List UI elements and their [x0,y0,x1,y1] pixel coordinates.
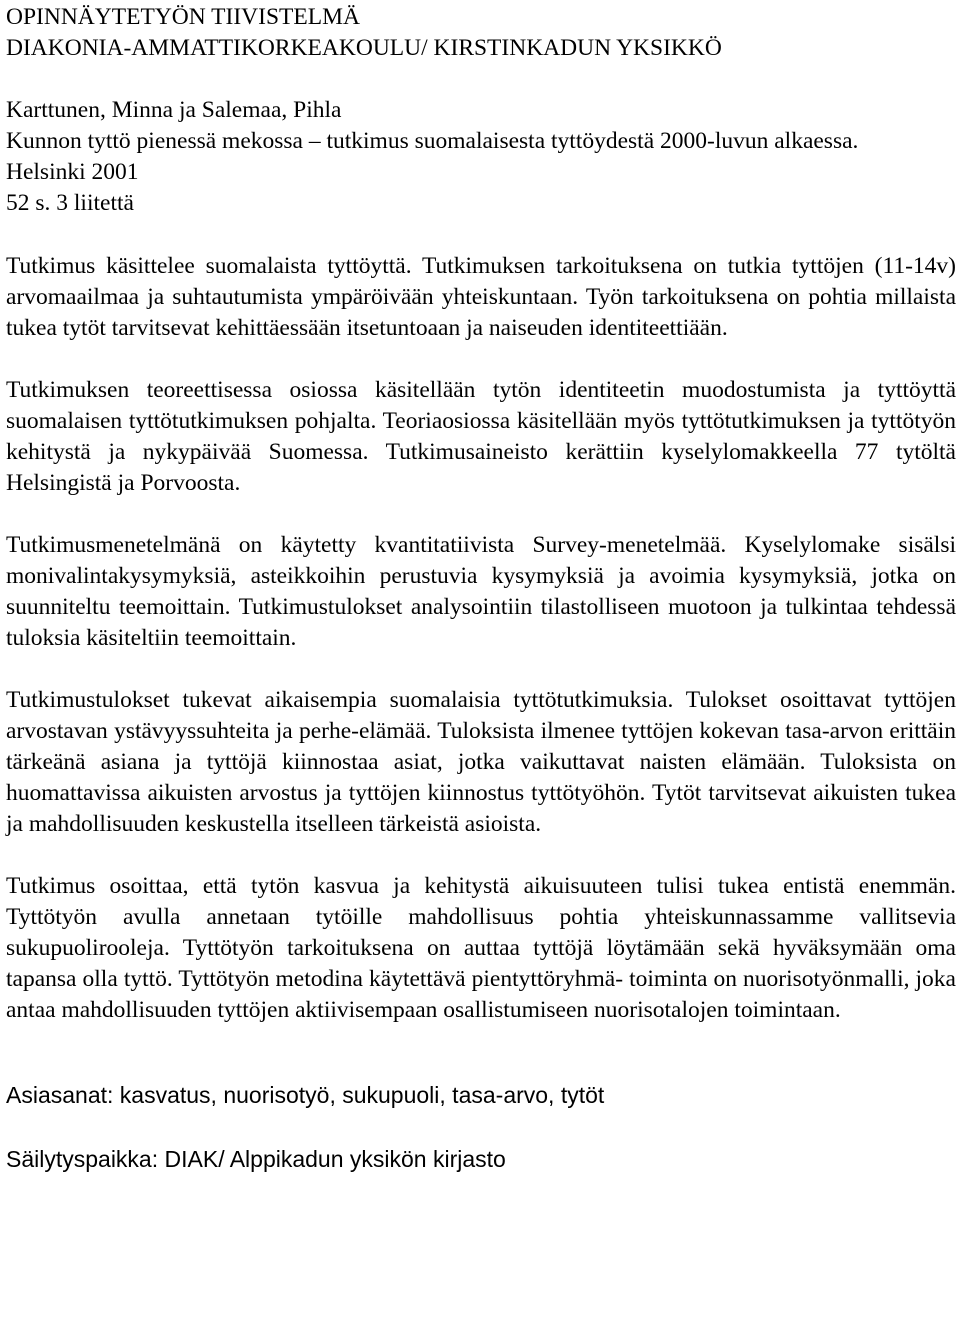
keywords: Asiasanat: kasvatus, nuorisotyö, sukupuoli, tasa-arvo, tytöt [6,1082,605,1108]
thesis-title: Kunnon tyttö pienessä mekossa – tutkimus suomalaisesta tyttöydestä 2000-luvun alkaessa. [6,128,859,154]
abstract-page [6,2,956,1175]
abstract-paragraph: Tutkimus osoittaa, että tytön kasvua ja kehitystä aikuisuuteen tulisi tukea entistä enemmän. Tyttötyön avulla annetaan tytöille mahdollisuus pohtia yhteiskunnassamme vallitsevia sukupuolirooleja. Tyttötyön tarkoituksena on auttaa tyttöjä löytämään sekä hyväksymään oma tapansa olla tyttö. Tyttötyön metodina käytettävä pientyttöryhmä- toiminta on nuorisotyönmalli, joka antaa mahdollisuuden tyttöjen aktiivisempaan osallistumiseen nuorisotalojen toimintaan. [6,873,956,1023]
document-title: OPINNÄYTETYÖN TIIVISTELMÄ [6,4,360,30]
abstract-paragraph: Tutkimus käsittelee suomalaista tyttöyttä. Tutkimuksen tarkoituksena on tutkia tyttöjen (11-14v) arvomaailmaa ja suhtautumista ympäröivään yhteiskuntaan. Työn tarkoituksena on pohtia millaista tukea tytöt tarvitsevat kehittäessään itsetuntoaan ja naiseuden identiteettiään. [6,253,956,341]
authors: Karttunen, Minna ja Salemaa, Pihla [6,97,342,123]
page-count: 52 s. 3 liitettä [6,190,134,216]
abstract-paragraph: Tutkimustulokset tukevat aikaisempia suomalaisia tyttötutkimuksia. Tulokset osoittavat tyttöjen arvostavan ystävyyssuhteita ja perhe-elämää. Tuloksista ilmenee tyttöjen kokevan tasa-arvon erittäin tärkeänä asiana ja tyttöjä kiinnostaa asiat, jotka vaikuttavat naisten elämään. Tuloksista on huomattavissa aikuisten arvostus ja tyttöjen kiinnostus tyttötyöhön. Tytöt tarvitsevat aikuisten tukea ja mahdollisuuden keskustella itselleen tärkeistä asioista. [6,687,956,837]
institution-name: DIAKONIA-AMMATTIKORKEAKOULU/ KIRSTINKADUN YKSIKKÖ [6,35,722,61]
abstract-paragraph: Tutkimusmenetelmänä on käytetty kvantitatiivista Survey-menetelmää. Kyselylomake sisälsi monivalintakysymyksiä, asteikkoihin perustuvia kysymyksiä ja avoimia kysymyksiä, jotka on suunniteltu teemoittain. Tutkimustulokset analysointiin tilastolliseen muotoon ja tulkintaa tehdessä tuloksia käsiteltiin teemoittain. [6,532,956,651]
storage-location: Säilytyspaikka: DIAK/ Alppikadun yksikön kirjasto [6,1146,506,1172]
thesis-metadata [6,95,956,219]
abstract-paragraph: Tutkimuksen teoreettisessa osiossa käsitellään tytön identiteetin muodostumista ja tyttöyttä suomalaisen tyttötutkimuksen pohjalta. Teoriaosiossa käsitellään myös tyttötutkimuksen ja tyttötyön kehitystä ja nykypäivää Suomessa. Tutkimusaineisto kerättiin kyselylomakkeella 77 tytöltä Helsingistä ja Porvoosta. [6,377,956,496]
place-year: Helsinki 2001 [6,159,139,185]
